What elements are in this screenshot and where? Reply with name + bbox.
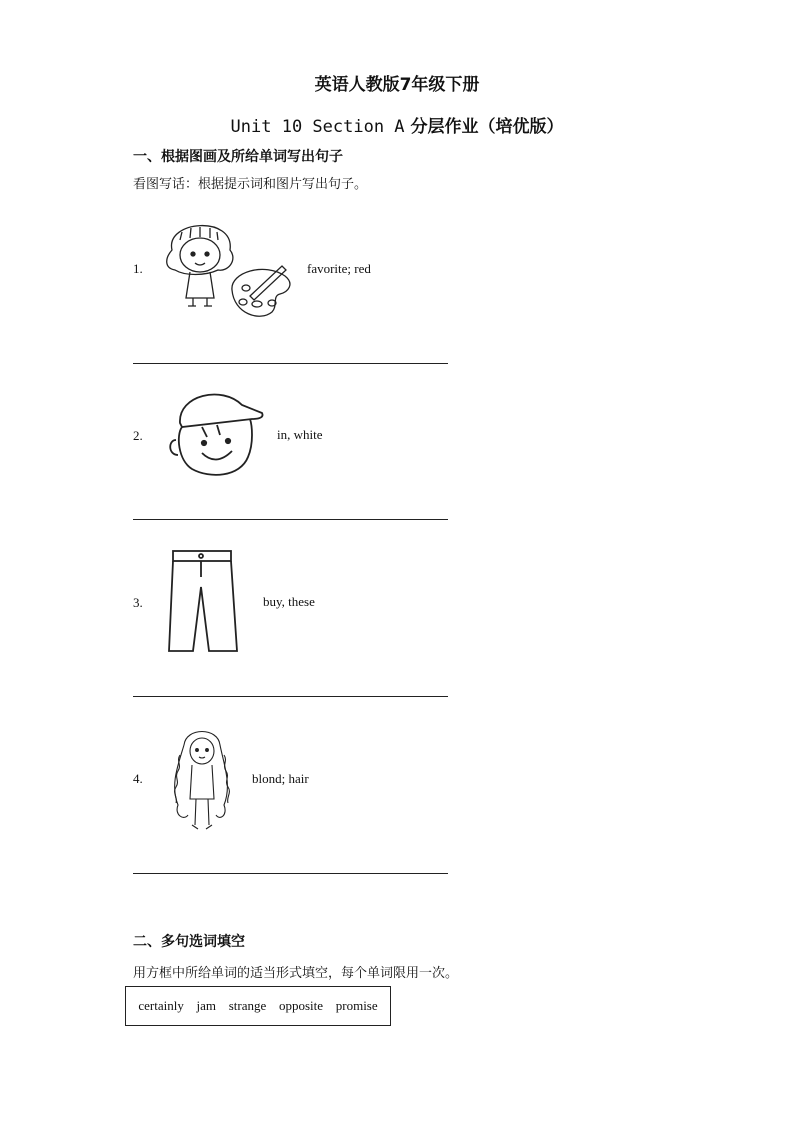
pants-icon bbox=[163, 547, 243, 654]
item-1-hint: favorite; red bbox=[307, 261, 371, 276]
section-2-instruction: 用方框中所给单词的适当形式填空，每个单词限用一次。 bbox=[133, 966, 459, 981]
word-bank-item: jam bbox=[196, 998, 217, 1013]
item-4-answer-line[interactable] bbox=[133, 873, 448, 874]
item-1-answer-line[interactable] bbox=[133, 363, 448, 364]
item-2-hint: in, white bbox=[277, 427, 323, 442]
section-1-heading: 一、根据图画及所给单词写出句子 bbox=[133, 149, 343, 165]
document-subtitle bbox=[0, 112, 794, 137]
word-bank-item: certainly bbox=[138, 998, 184, 1013]
girl-with-paint-palette-icon bbox=[160, 210, 295, 325]
word-bank-item: strange bbox=[228, 998, 267, 1013]
subtitle-version: 分层作业（培优版） bbox=[404, 117, 564, 137]
item-1-number: 1. bbox=[133, 261, 143, 276]
item-3-hint: buy, these bbox=[263, 594, 315, 609]
section-2-heading: 二、多句选词填空 bbox=[133, 934, 245, 950]
section-1-instruction: 看图写话：根据提示词和图片写出句子。 bbox=[133, 177, 368, 192]
item-3-answer-line[interactable] bbox=[133, 696, 448, 697]
word-bank-box bbox=[125, 986, 391, 1026]
word-bank-item: promise bbox=[335, 998, 378, 1013]
subtitle-unit: Unit 10 Section A bbox=[230, 117, 405, 137]
item-4-number: 4. bbox=[133, 771, 143, 786]
document-title: 英语人教版7年级下册 bbox=[314, 75, 480, 95]
item-3-number: 3. bbox=[133, 595, 143, 610]
item-4-hint: blond; hair bbox=[252, 771, 309, 786]
girl-with-long-curly-hair-icon bbox=[162, 725, 242, 837]
item-2-answer-line[interactable] bbox=[133, 519, 448, 520]
item-2-number: 2. bbox=[133, 428, 143, 443]
boy-with-cap-icon bbox=[162, 385, 267, 480]
word-bank-item: opposite bbox=[278, 998, 324, 1013]
